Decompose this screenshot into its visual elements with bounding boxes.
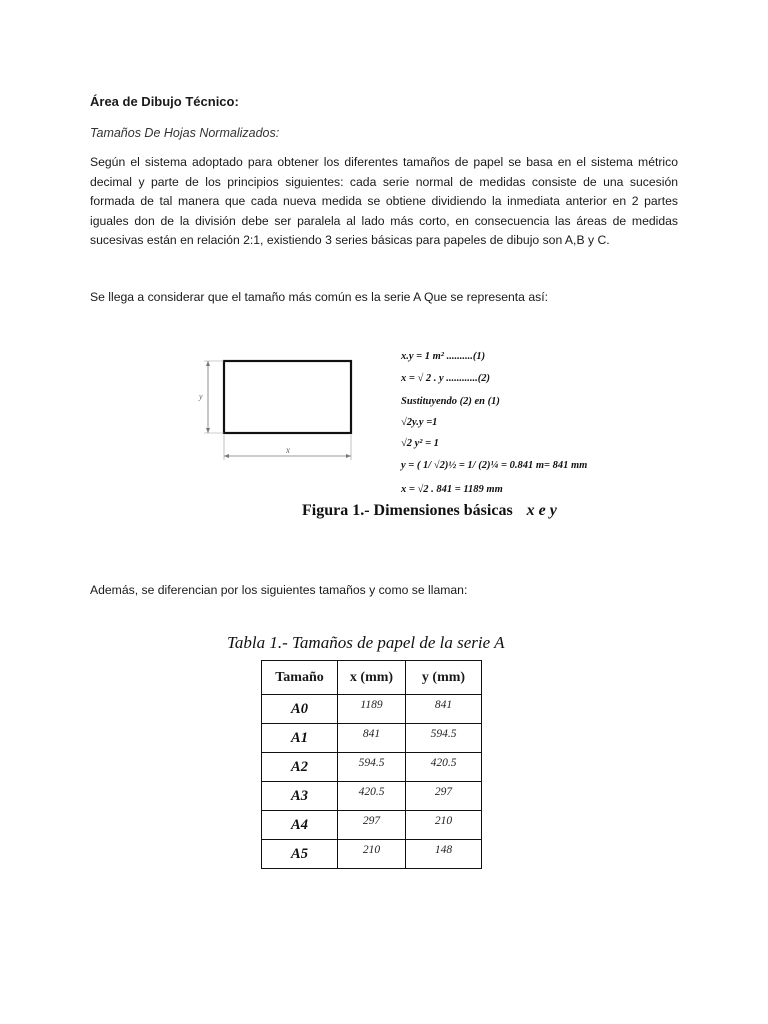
table-row [262,724,482,753]
header-tamano: Tamaño [262,661,338,695]
paper-dimension-diagram [196,355,371,465]
equation-7: x = √2 . 841 = 1189 mm [401,484,503,495]
size-y: 841 [406,695,482,724]
header-x: x (mm) [338,661,406,695]
equation-2: x = √ 2 . y ............(2) [401,373,491,384]
size-x: 210 [338,840,406,869]
size-y: 148 [406,840,482,869]
size-x: 841 [338,724,406,753]
size-name: A4 [262,811,338,840]
equation-3: Sustituyendo (2) en (1) [401,396,500,407]
figure-caption-text: Figura 1.- Dimensiones básicas [302,502,513,519]
document-subtitle: Tamaños De Hojas Normalizados: [90,126,280,140]
size-y: 420.5 [406,753,482,782]
size-y: 297 [406,782,482,811]
size-x: 297 [338,811,406,840]
x-label: x [286,445,290,455]
size-name: A0 [262,695,338,724]
size-y: 594.5 [406,724,482,753]
size-x: 594.5 [338,753,406,782]
equation-5: √2 y² = 1 [401,438,439,449]
size-name: A1 [262,724,338,753]
size-y: 210 [406,811,482,840]
size-name: A3 [262,782,338,811]
table-caption: Tabla 1.- Tamaños de papel de la serie A [227,633,505,652]
size-name: A2 [262,753,338,782]
paper-sizes-table [261,660,482,869]
table-row [262,811,482,840]
series-a-intro-line: Se llega a considerar que el tamaño más común es la serie A Que se representa así: [90,290,548,304]
header-y: y (mm) [406,661,482,695]
figure-caption-vars: x e y [526,502,557,519]
document-title: Área de Dibujo Técnico: [90,94,239,109]
equation-6: y = ( 1/ √2)½ = 1/ (2)¼ = 0.841 m= 841 mm [401,460,588,471]
paper-rectangle [224,361,351,433]
size-x: 1189 [338,695,406,724]
table-row [262,840,482,869]
size-name: A5 [262,840,338,869]
equation-1: x.y = 1 m² ..........(1) [401,351,486,362]
figure-caption [302,502,557,520]
table-row [262,695,482,724]
size-x: 420.5 [338,782,406,811]
intro-paragraph: Según el sistema adoptado para obtener los diferentes tamaños de papel se basa en el sistema métrico decimal y parte de los principios siguientes: cada serie normal de medidas consiste de una sucesión formada de tal manera que cada nueva medida se obtiene dividiendo la inmediata anterior en 2 partes iguales don de la división debe ser paralela al lado más corto, en consecuencia las áreas de medidas sucesivas están en relación 2:1, existiendo 3 series básicas para papeles de dibujo son A,B y C. [90,155,678,248]
equation-4: √2y.y =1 [401,417,438,428]
y-label: y [199,392,203,401]
sizes-intro-line: Además, se diferencian por los siguientes tamaños y como se llaman: [90,583,468,597]
table-header-row [262,661,482,695]
table-row [262,753,482,782]
table-row [262,782,482,811]
